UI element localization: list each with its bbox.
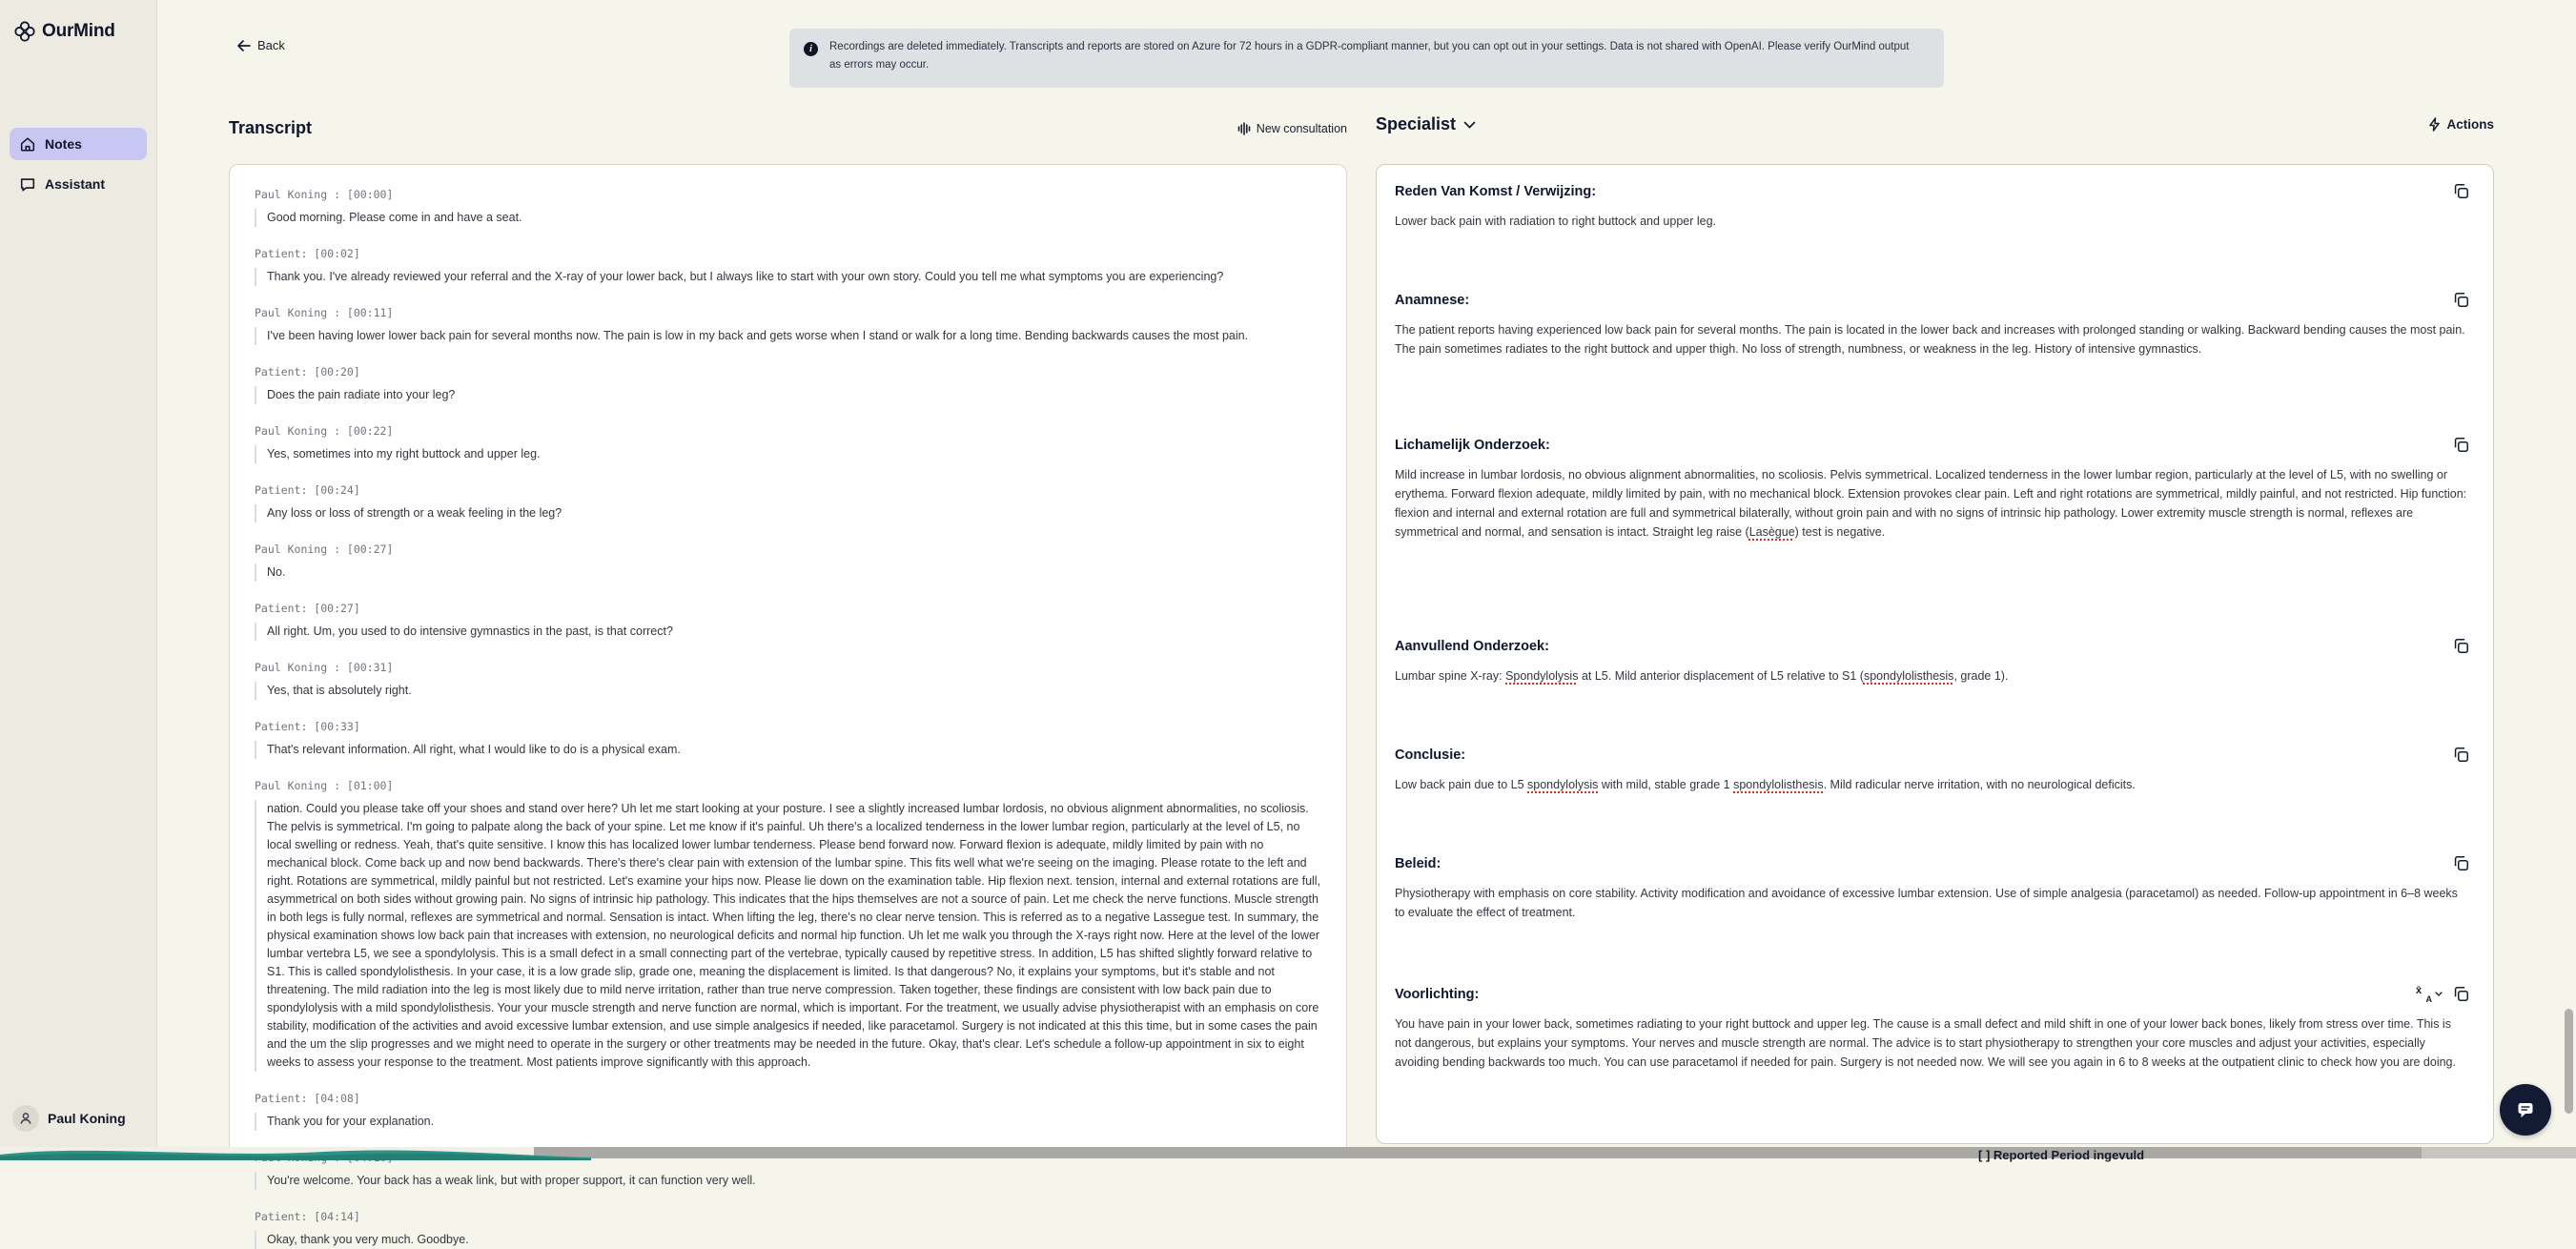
- user-account[interactable]: [12, 1105, 126, 1132]
- speaker-timestamp: Patient: [00:33]: [255, 720, 360, 733]
- arrow-left-icon: [237, 40, 251, 51]
- speaker-timestamp: Paul Koning : [00:11]: [255, 306, 394, 319]
- speaker-timestamp: Paul Koning : [00:31]: [255, 661, 394, 674]
- section-tools: [2416, 985, 2470, 1003]
- utterance-text: Any loss or loss of strength or a weak feeling in the leg?: [255, 504, 1321, 522]
- app-name: OurMind: [42, 21, 115, 41]
- section-heading: Voorlichting:: [1395, 987, 1480, 1002]
- translate-control[interactable]: [2416, 984, 2443, 1004]
- sidebar-item-label: Notes: [45, 136, 82, 152]
- transcript-entry: [255, 1092, 1321, 1131]
- transcript-entry: [255, 543, 1321, 582]
- copy-button[interactable]: [2452, 436, 2470, 454]
- copy-icon: [2452, 291, 2470, 309]
- transcript-entry: [255, 424, 1321, 463]
- report-panel: [1376, 164, 2494, 1144]
- report-section: [1395, 291, 2470, 436]
- window-bottom-edge: [0, 1147, 2576, 1162]
- report-section: [1395, 746, 2470, 854]
- utterance-text: Okay, thank you very much. Goodbye.: [255, 1231, 1321, 1249]
- sidebar-nav: [0, 128, 156, 200]
- speaker-timestamp: Patient: [04:08]: [255, 1092, 360, 1105]
- utterance-text: Thank you for your explanation.: [255, 1113, 1321, 1131]
- speaker-timestamp: Patient: [00:20]: [255, 365, 360, 379]
- transcript-entry: [255, 188, 1321, 227]
- utterance-text: Good morning. Please come in and have a seat.: [255, 209, 1321, 227]
- privacy-banner-text: Recordings are deleted immediately. Transcripts and reports are stored on Azure for 72 hours in a GDPR-compliant manner, but you can opt out in your settings. Data is not shared with OpenAI. Please verify OurMind output as errors may occur.: [829, 41, 1910, 71]
- ourmind-logo-icon: [12, 19, 37, 44]
- sidebar: [0, 0, 157, 1147]
- user-name: Paul Koning: [48, 1111, 126, 1126]
- copy-button[interactable]: [2452, 985, 2470, 1003]
- speaker-timestamp: Paul Koning : [00:22]: [255, 424, 394, 438]
- report-section: [1395, 436, 2470, 637]
- speaker-timestamp: Patient: [04:14]: [255, 1210, 360, 1223]
- actions-label: Actions: [2446, 117, 2494, 132]
- utterance-text: Does the pain radiate into your leg?: [255, 386, 1321, 404]
- copy-icon: [2452, 746, 2470, 764]
- person-icon: [18, 1111, 33, 1126]
- transcript-entry: [255, 1210, 1321, 1249]
- transcript-entry: [255, 247, 1321, 286]
- report-type-label: Specialist: [1376, 114, 1457, 133]
- section-tools: [2452, 291, 2470, 309]
- section-tools: [2452, 854, 2470, 872]
- speaker-timestamp: Paul Koning : [00:00]: [255, 188, 394, 201]
- sidebar-item-assistant[interactable]: [10, 168, 147, 200]
- copy-button[interactable]: [2452, 182, 2470, 200]
- utterance-text: I've been having lower lower back pain for several months now. The pain is low in my back and gets worse when I stand or walk for a long time. Bending backwards causes the most pain.: [255, 327, 1321, 345]
- transcript-entries: [255, 188, 1321, 1249]
- section-body[interactable]: The patient reports having experienced low back pain for several months. The pain is located in the lower back and increases with prolonged standing or walking. Backward bending causes the most pain. The pain sometimes radiates to the right buttock and upper thigh. No loss of strength, numbness, or weakness in the leg. History of intensive gymnastics.: [1395, 323, 2465, 356]
- feedback-chat-button[interactable]: [2500, 1084, 2551, 1136]
- utterance-text: You're welcome. Your back has a weak link, but with proper support, it can function very well.: [255, 1172, 1321, 1190]
- chat-icon: [19, 175, 36, 193]
- chat-bubble-icon: [2515, 1099, 2536, 1120]
- utterance-text: nation. Could you please take off your shoes and stand over here? Uh let me start looking at your posture. I see a slightly increased lumbar lordosis, no obvious alignment abnormalities, no scoliosis. The pelvis is symmetrical. I'm going to palpate along the back of your spine. Let me know if it's painful. Uh there's a localized tenderness in the lower lumbar region, particularly at the level of L5, no local swelling or redness. Yeah, that's quite sensitive. I know this has localized lower lumbar tenderness. Please bend forward now. Forward flexion is adequate, mildly limited by pain with no mechanical block. Come back up and now bend backwards. There's there's clear pain with extension of the lumbar spine. This fits well what we're seeing on the imaging. Please rotate to the left and right. Rotations are symmetrical, mildly painful but not restricted. Let's examine your hips now. Please lie down on the examination table. Hip flexion next. tension, internal and external rotations are full, asymmetrical on both sides without growing pain. No signs of intrinsic hip pathology. This indicates that the hips themselves are not a source of pain. Let me check the nerve functions. Muscle strength in both legs is fully normal, reflexes are symmetrical and normal. Sensation is intact. When lifting the leg, there's no clear nerve tension. This is referred as to a negative Lassegue test. In summary, the physical examination shows low back pain that increases with extension, no neurological deficits and normal hip function. Uh let me walk you through the X-rays right now. Here at the level of the lower lumbar vertebra L5, we see a spondylolysis. This is a small defect in a small connecting part of the vertebrae, typically caused by repetitive stress. In addition, L5 has shifted slightly forward relative to S1. This is called spondylolisthesis. In your case, it is a low grade slip, grade one, meaning the displacement is limited. Is that dangerous? No, it explains your symptoms, but it's stable and not threatening. The mild radiation into the leg is most likely due to mild nerve irritation, rather than true nerve compression. Taken together, these findings are consistent with low back pain due to spondylolysis with a mild spondylolisthesis. Your your muscle strength and nerve function are normal, which is important. For the treatment, we usually advise physiotherapist with an emphasis on core stability, modification of the activities and avoid excessive lumbar extension, and use simple analgesics if needed, like paracetamol. Surgery is not indicated at this this time, but in some cases the pain and the um the slip progresses and we might need to operate in the surgery or other treatments may be needed in the future. Okay, that's clear. Let's schedule a follow-up appointment in six to eight weeks to assess your response to the treatment. Most patients improve significantly with this approach.: [255, 800, 1321, 1072]
- new-consultation-label: New consultation: [1256, 121, 1347, 135]
- sidebar-item-notes[interactable]: [10, 128, 147, 160]
- page-scrollbar-thumb[interactable]: [2565, 1009, 2573, 1114]
- transcript-entry: [255, 365, 1321, 404]
- home-icon: [19, 135, 36, 153]
- sidebar-item-label: Assistant: [45, 176, 106, 192]
- report-section: [1395, 637, 2470, 746]
- copy-icon: [2452, 436, 2470, 454]
- copy-icon: [2452, 854, 2470, 872]
- utterance-text: Yes, that is absolutely right.: [255, 682, 1321, 700]
- section-tools: [2452, 637, 2470, 655]
- section-tools: [2452, 746, 2470, 764]
- copy-icon: [2452, 985, 2470, 1003]
- back-button[interactable]: [237, 38, 285, 52]
- section-heading: Beleid:: [1395, 856, 1441, 871]
- report-section: [1395, 854, 2470, 985]
- transcript-title: Transcript: [229, 118, 313, 137]
- copy-icon: [2452, 637, 2470, 655]
- transcript-entry: [255, 779, 1321, 1072]
- section-heading: Anamnese:: [1395, 293, 1470, 308]
- speaker-timestamp: Paul Koning : [01:00]: [255, 779, 394, 792]
- actions-button[interactable]: [2428, 117, 2494, 132]
- section-body[interactable]: Physiotherapy with emphasis on core stability. Activity modification and avoidance of excessive lumbar extension. Use of simple analgesia (paracetamol) as needed. Follow-up appointment in 6–8 weeks to evaluate the effect of treatment.: [1395, 887, 2458, 919]
- report-section: [1395, 985, 2470, 1072]
- info-icon: i: [804, 42, 818, 56]
- section-heading: Aanvullend Onderzoek:: [1395, 639, 1549, 654]
- chevron-down-small-icon: [2435, 992, 2443, 996]
- copy-button[interactable]: [2452, 746, 2470, 764]
- transcript-entry: [255, 602, 1321, 641]
- utterance-text: Thank you. I've already reviewed your referral and the X-ray of your lower back, but I always like to start with your own story. Could you tell me what symptoms you are experiencing?: [255, 268, 1321, 286]
- wave-decoration: [0, 1147, 591, 1160]
- report-type-selector[interactable]: [1376, 114, 1476, 134]
- transcript-header: [229, 118, 1347, 138]
- privacy-banner: [789, 29, 1944, 88]
- section-body[interactable]: Mild increase in lumbar lordosis, no obvious alignment abnormalities, no scoliosis. Pelvis symmetrical. Localized tenderness in the lower lumbar region, particularly at the level of L5, with no swelling or erythema. Forward flexion adequate, mildly limited by pain, with no mechanical block. Extension provokes clear pain. Left and right rotations are symmetrical, mildly painful, and not restricted. Hip function: flexion and internal and external rotation are full and symmetrical bilaterally, without groin pain and with no signs of intrinsic hip pathology. Lower extremity muscle strength is normal, reflexes are symmetrical and normal, and sensation is intact. Straight leg raise (Lasègue) test is negative.: [1395, 468, 2467, 539]
- utterance-text: Yes, sometimes into my right buttock and upper leg.: [255, 445, 1321, 463]
- report-sections: [1395, 182, 2470, 1072]
- speaker-timestamp: Patient: [00:27]: [255, 602, 360, 615]
- translate-icon: x̄ A: [2416, 984, 2432, 1004]
- section-heading: Conclusie:: [1395, 747, 1466, 763]
- chevron-down-icon: [1463, 121, 1476, 129]
- section-tools: [2452, 436, 2470, 454]
- utterance-text: No.: [255, 563, 1321, 582]
- speaker-timestamp: Paul Koning : [00:27]: [255, 543, 394, 556]
- section-body[interactable]: Lower back pain with radiation to right buttock and upper leg.: [1395, 215, 1717, 228]
- copy-button[interactable]: [2452, 854, 2470, 872]
- new-consultation-button[interactable]: [1237, 122, 1347, 135]
- utterance-text: All right. Um, you used to do intensive gymnastics in the past, is that correct?: [255, 623, 1321, 641]
- section-tools: [2452, 182, 2470, 200]
- utterance-text: That's relevant information. All right, what I would like to do is a physical exam.: [255, 741, 1321, 759]
- transcript-entry: [255, 483, 1321, 522]
- lightning-icon: [2428, 117, 2441, 132]
- section-heading: Lichamelijk Onderzoek:: [1395, 438, 1550, 453]
- transcript-panel: [229, 164, 1347, 1246]
- speaker-timestamp: Patient: [00:02]: [255, 247, 360, 260]
- background-band-light: [2422, 1147, 2576, 1158]
- section-body[interactable]: Lumbar spine X-ray: Spondylolysis at L5. Mild anterior displacement of L5 relative to S1 (spondylolisthesis, grade 1).: [1395, 669, 2009, 683]
- cutoff-status-text: [ ] Reported Period ingevuld: [1978, 1148, 2145, 1162]
- speaker-timestamp: Patient: [00:24]: [255, 483, 360, 497]
- copy-button[interactable]: [2452, 291, 2470, 309]
- section-body[interactable]: Low back pain due to L5 spondylolysis with mild, stable grade 1 spondylolisthesis. Mild radicular nerve irritation, with no neurological deficits.: [1395, 778, 2136, 791]
- report-header: [1376, 114, 2494, 134]
- waveform-icon: [1237, 122, 1251, 135]
- report-section: [1395, 182, 2470, 291]
- copy-button[interactable]: [2452, 637, 2470, 655]
- transcript-entry: [255, 661, 1321, 700]
- section-body[interactable]: You have pain in your lower back, sometimes radiating to your right buttock and upper leg. The cause is a small defect and mild shift in one of your lower back bones, likely from stress over time. This is not dangerous, but explains your symptoms. Your nerves and muscle strength are normal. The advice is to start physiotherapy to strengthen your core muscles and adjust your activities, especially avoiding bending backwards too much. You can use paracetamol if needed for pain. Surgery is not needed now. We will see you again in 6 to 8 weeks at the outpatient clinic to check how you are doing.: [1395, 1017, 2456, 1069]
- section-heading: Reden Van Komst / Verwijzing:: [1395, 184, 1597, 199]
- back-label: Back: [257, 38, 285, 52]
- app-logo: [0, 0, 156, 44]
- transcript-entry: [255, 720, 1321, 759]
- avatar: [12, 1105, 39, 1132]
- copy-icon: [2452, 182, 2470, 200]
- transcript-entry: [255, 306, 1321, 345]
